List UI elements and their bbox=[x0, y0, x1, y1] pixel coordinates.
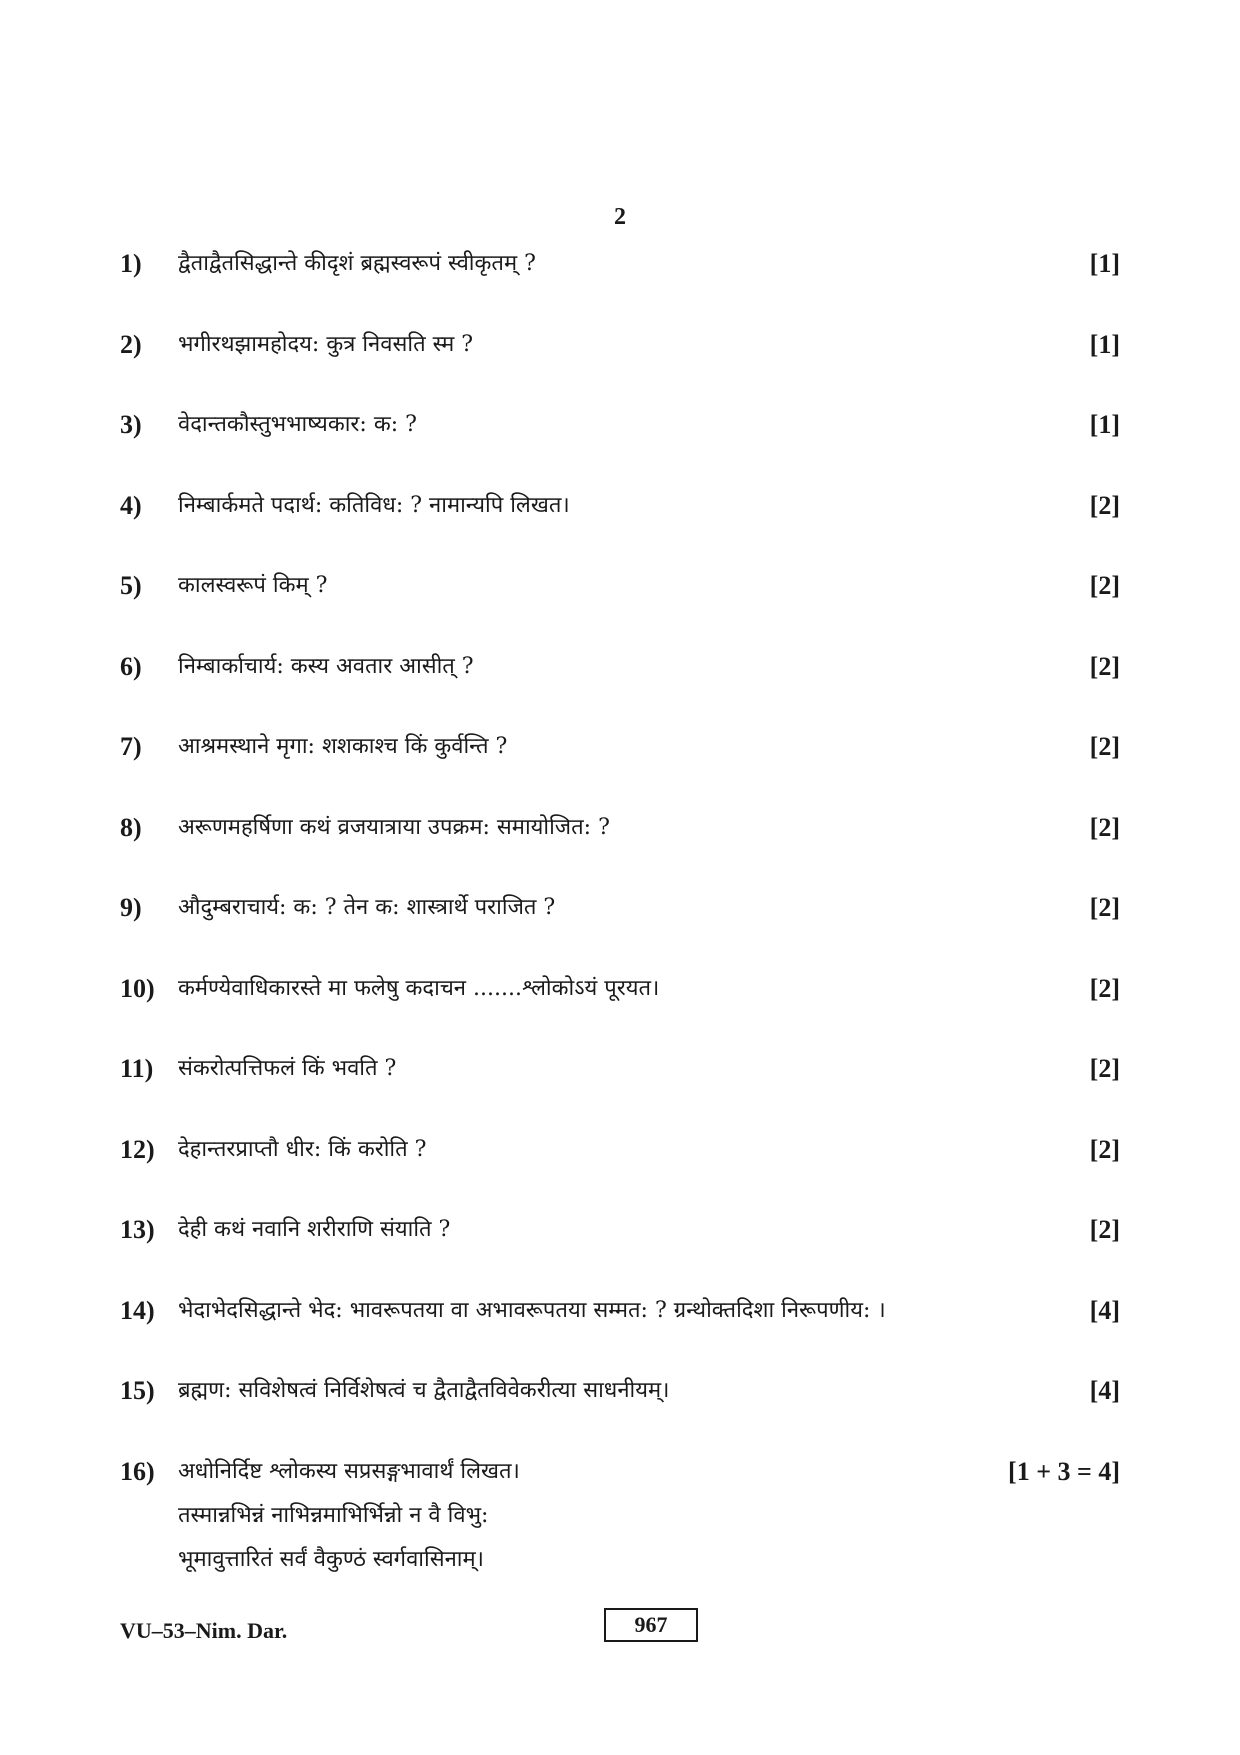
question-marks: [2] bbox=[1089, 571, 1120, 600]
question-marks: [1] bbox=[1089, 410, 1120, 439]
paper-number-box: 967 bbox=[604, 1608, 698, 1642]
question-marks: [2] bbox=[1089, 732, 1120, 761]
question-number: 5) bbox=[120, 571, 142, 600]
question-number: 16) bbox=[120, 1457, 155, 1486]
question-text: औदुम्बराचार्य: क: ? तेन क: शास्त्रार्थे पराजित ? bbox=[178, 895, 556, 920]
verse-line-1: तस्मान्नभिन्नं नाभिन्नमाभिर्भिन्नो न वै विभु: bbox=[178, 1503, 489, 1528]
question-number: 13) bbox=[120, 1215, 155, 1244]
question-text: अधोनिर्दिष्ट श्लोकस्य सप्रसङ्गभावार्थं लिखत। bbox=[178, 1459, 520, 1484]
question-marks: [2] bbox=[1089, 652, 1120, 681]
question-text: द्वैताद्वैतसिद्धान्ते कीदृशं ब्रह्मस्वरूपं स्वीकृतम् ? bbox=[178, 251, 536, 276]
question-text: निम्बार्काचार्य: कस्य अवतार आसीत् ? bbox=[178, 654, 474, 679]
question-number: 4) bbox=[120, 491, 142, 520]
question-text: भगीरथझामहोदय: कुत्र निवसति स्म ? bbox=[178, 332, 474, 357]
question-number: 9) bbox=[120, 893, 142, 922]
question-number: 3) bbox=[120, 410, 142, 439]
question-text: देही कथं नवानि शरीराणि संयाति ? bbox=[178, 1217, 451, 1242]
question-number: 15) bbox=[120, 1376, 155, 1405]
question-marks: [2] bbox=[1089, 1054, 1120, 1083]
question-number: 8) bbox=[120, 813, 142, 842]
question-text: अरूणमहर्षिणा कथं व्रजयात्राया उपक्रम: समायोजित: ? bbox=[178, 815, 610, 840]
question-marks: [1] bbox=[1089, 249, 1120, 278]
question-marks: [2] bbox=[1089, 813, 1120, 842]
question-text: भेदाभेदसिद्धान्ते भेद: भावरूपतया वा अभावरूपतया सम्मत: ? ग्रन्थोक्तदिशा निरूपणीय: । bbox=[178, 1298, 886, 1323]
question-marks: [1] bbox=[1089, 330, 1120, 359]
question-marks: [2] bbox=[1089, 893, 1120, 922]
question-marks: [2] bbox=[1089, 1215, 1120, 1244]
question-text: वेदान्तकौस्तुभभाष्यकार: क: ? bbox=[178, 412, 417, 437]
question-text: संकरोत्पत्तिफलं किं भवति ? bbox=[178, 1056, 397, 1081]
question-number: 10) bbox=[120, 974, 155, 1003]
question-text: आश्रमस्थाने मृगा: शशकाश्च किं कुर्वन्ति ? bbox=[178, 734, 508, 759]
question-marks: [1 + 3 = 4] bbox=[1008, 1457, 1120, 1486]
page-number: 2 bbox=[614, 204, 626, 230]
question-number: 11) bbox=[120, 1054, 154, 1083]
verse-line-2: भूमावुत्तारितं सर्वं वैकुण्ठं स्वर्गवासिनाम्। bbox=[178, 1547, 484, 1572]
question-marks: [4] bbox=[1089, 1296, 1120, 1325]
question-number: 2) bbox=[120, 330, 142, 359]
question-text: देहान्तरप्राप्तौ धीर: किं करोति ? bbox=[178, 1137, 427, 1162]
question-number: 6) bbox=[120, 652, 142, 681]
question-text: निम्बार्कमते पदार्थ: कतिविध: ? नामान्यपि लिखत। bbox=[178, 493, 570, 518]
question-number: 12) bbox=[120, 1135, 155, 1164]
question-number: 14) bbox=[120, 1296, 155, 1325]
question-text: कर्मण्येवाधिकारस्ते मा फलेषु कदाचन .......श्लोकोऽयं पूरयत। bbox=[178, 976, 660, 1001]
question-marks: [2] bbox=[1089, 974, 1120, 1003]
question-number: 7) bbox=[120, 732, 142, 761]
paper-code: VU–53–Nim. Dar. bbox=[120, 1618, 288, 1643]
question-marks: [2] bbox=[1089, 1135, 1120, 1164]
question-16 bbox=[120, 1450, 1120, 1590]
question-number: 1) bbox=[120, 249, 142, 278]
question-text: कालस्वरूपं किम् ? bbox=[178, 573, 328, 598]
question-marks: [2] bbox=[1089, 491, 1120, 520]
question-text: ब्रह्मण: सविशेषत्वं निर्विशेषत्वं च द्वैताद्वैतविवेकरीत्या साधनीयम्। bbox=[178, 1378, 670, 1403]
question-marks: [4] bbox=[1089, 1376, 1120, 1405]
